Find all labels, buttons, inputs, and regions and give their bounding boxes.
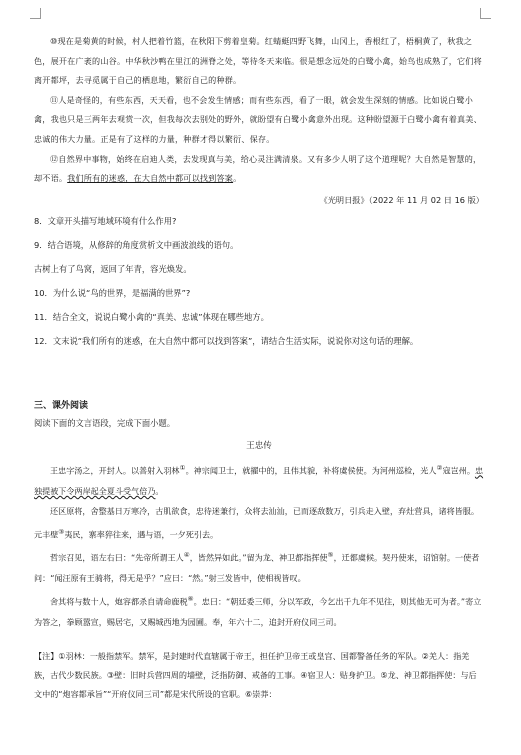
classical-text-title: 王忠传 (246, 440, 272, 451)
footnote-mark: ⑥ (187, 594, 194, 603)
section-heading: 三、课外阅读 (34, 400, 89, 411)
question-8: 8．文章开头描写地域环境有什么作用? (34, 215, 177, 226)
footnote-mark: ② (436, 463, 443, 472)
document-page (34, 32, 484, 704)
cl2-text-a: 还区原将，舍整基日万寒冷，古肌欲食，忠待迷兼行，众将去汕汕，已而逐敌数万，引兵走入壁，弃灶营具，诸将皆服。元丰壁 (34, 506, 479, 540)
cl4-text-a: 舍其将与数十人，炮容都杀自请命鹿税 (50, 596, 188, 607)
page-corner-mark-left (30, 8, 41, 19)
section-instruction: 阅读下面的文言语段，完成下面小题。 (34, 417, 176, 428)
question-10: 10．为什么说“鸟的世界，是福满的世界”? (34, 287, 191, 298)
cl3-text-c: ，迁都虞候。契丹使来，诏馆射。一使者问：“闻汪原有王骑将，得无是乎？”应曰：“然。”射三发皆中，使相视皆叹。 (34, 552, 480, 584)
cl3-text-a: 哲宗召见，语左右曰：“先帝所谓王人 (50, 552, 184, 563)
footnote-mark: ⑤ (327, 551, 334, 560)
classical-paragraph-1 (34, 458, 484, 502)
p12-text: ⑫自然界中事物，始终在启迪人类，去发现真与美，给心灵注满清泉。又有多少人明了这个道理呢？大自然是智慧的，却不语。 (34, 153, 482, 184)
annotation-notes: 【注】①羽林：一般指禁军。禁军，是封建时代直辖属于帝王，担任护卫帝王或皇宫、国都警备任务的军队。②羌人：指羌族，古代少数民族。③壁：旧时兵营四周的墙壁，泛指防御、戒备的工事。④宿卫人：贴身护卫。⑤龙、神卫都指挥使：与后文中的“炮容都承旨”“开府仪同三司”都是宋代所设的官职。⑥崇莽： (34, 650, 477, 699)
cl1-text-a: 王忠字汤之，开封人。以善射入羽林 (50, 465, 180, 476)
question-9: 9．结合语境，从修辞的角度赏析文中画波浪线的语句。 (34, 239, 239, 250)
question-12: 12．文末说“我们所有的迷惑，在大自然中都可以找到答案”，请结合生活实际，说说你对这句话的理解。 (34, 335, 419, 346)
cl1-text-c: 寇岂州。 (442, 465, 475, 476)
footnote-mark: ④ (183, 551, 190, 560)
page-corner-mark-right (480, 8, 491, 19)
essay-source: 《光明日报》（2022 年 11 月 02 日 16 版） (319, 194, 484, 205)
footnote-mark: ③ (58, 527, 65, 536)
wavy-underlined-sentence: 忠独提被下令两岸起全夏斗受气倍乃 (34, 465, 484, 496)
classical-paragraph-2 (34, 501, 484, 545)
cl4-text-b: 。忠曰：“朝廷委三师，分以军政，今乞出千九年不见往，则其他无可为者。”寄立为答之，拳顾嚣宣，赐居宅，又赐城西地为园圃。奉，年六十二，追封开府仪同三司。 (34, 596, 482, 627)
footnote-mark: ① (179, 463, 186, 472)
p12-end: 。 (233, 173, 242, 184)
question-9-quote: 古树上有了鸟窝，返回了年青，容光焕发。 (34, 263, 192, 274)
essay-paragraph-11: ⑪人是奇怪的，有些东西，天天看，也不会发生情感；而有些东西，看了一眼，就会发生深刻的情感。比如说白鹭小禽，我也只是三两年去观赏一次，但我每次去别处的野外，就盼望有白鹭小禽意外出现。这种盼望源于白鹭小禽有着真美、忠诚的伟大力量。正是有了这样的力量，种群才得以繁衍、保存。 (34, 94, 482, 144)
classical-paragraph-3 (34, 545, 484, 589)
question-list (34, 215, 484, 347)
question-11: 11．结合全文，说说白鹭小禽的“真美、忠诚”体现在哪些地方。 (34, 311, 269, 322)
essay-paragraph-12 (34, 150, 484, 189)
essay-paragraph-10: ⑩现在是菊黄的时候，村人把着竹篮，在秋阳下剪着皇菊。红蜻蜓四野飞舞，山冈上，香根红了，梧桐黄了，秋我之色，展开在广袤的山谷。中华秋沙鸭在里江的洲脊之处，等待冬天来临。很是想念远处的白鹭小禽，始鸟也成熟了，它们将离开都坪，去寻觅属于自己的栖息地，繁衍自己的种群。 (34, 36, 482, 86)
cl1-text-d: 。 (155, 485, 164, 496)
cl1-text-b: 。神宗闻卫士，就擢中的，且伟其貌，补将虞侯使。为河州巡检，光人 (185, 465, 437, 476)
cl2-text-b: 夷民，寨率猝往来，遇与语，一夕死引去。 (64, 529, 219, 540)
p12-underlined-sentence: 我们所有的迷惑，在大自然中都可以找到答案 (67, 173, 234, 184)
classical-paragraph-4 (34, 589, 484, 633)
cl3-text-b: ，皆然异如此。”留为龙、神卫都指挥使 (189, 552, 328, 563)
